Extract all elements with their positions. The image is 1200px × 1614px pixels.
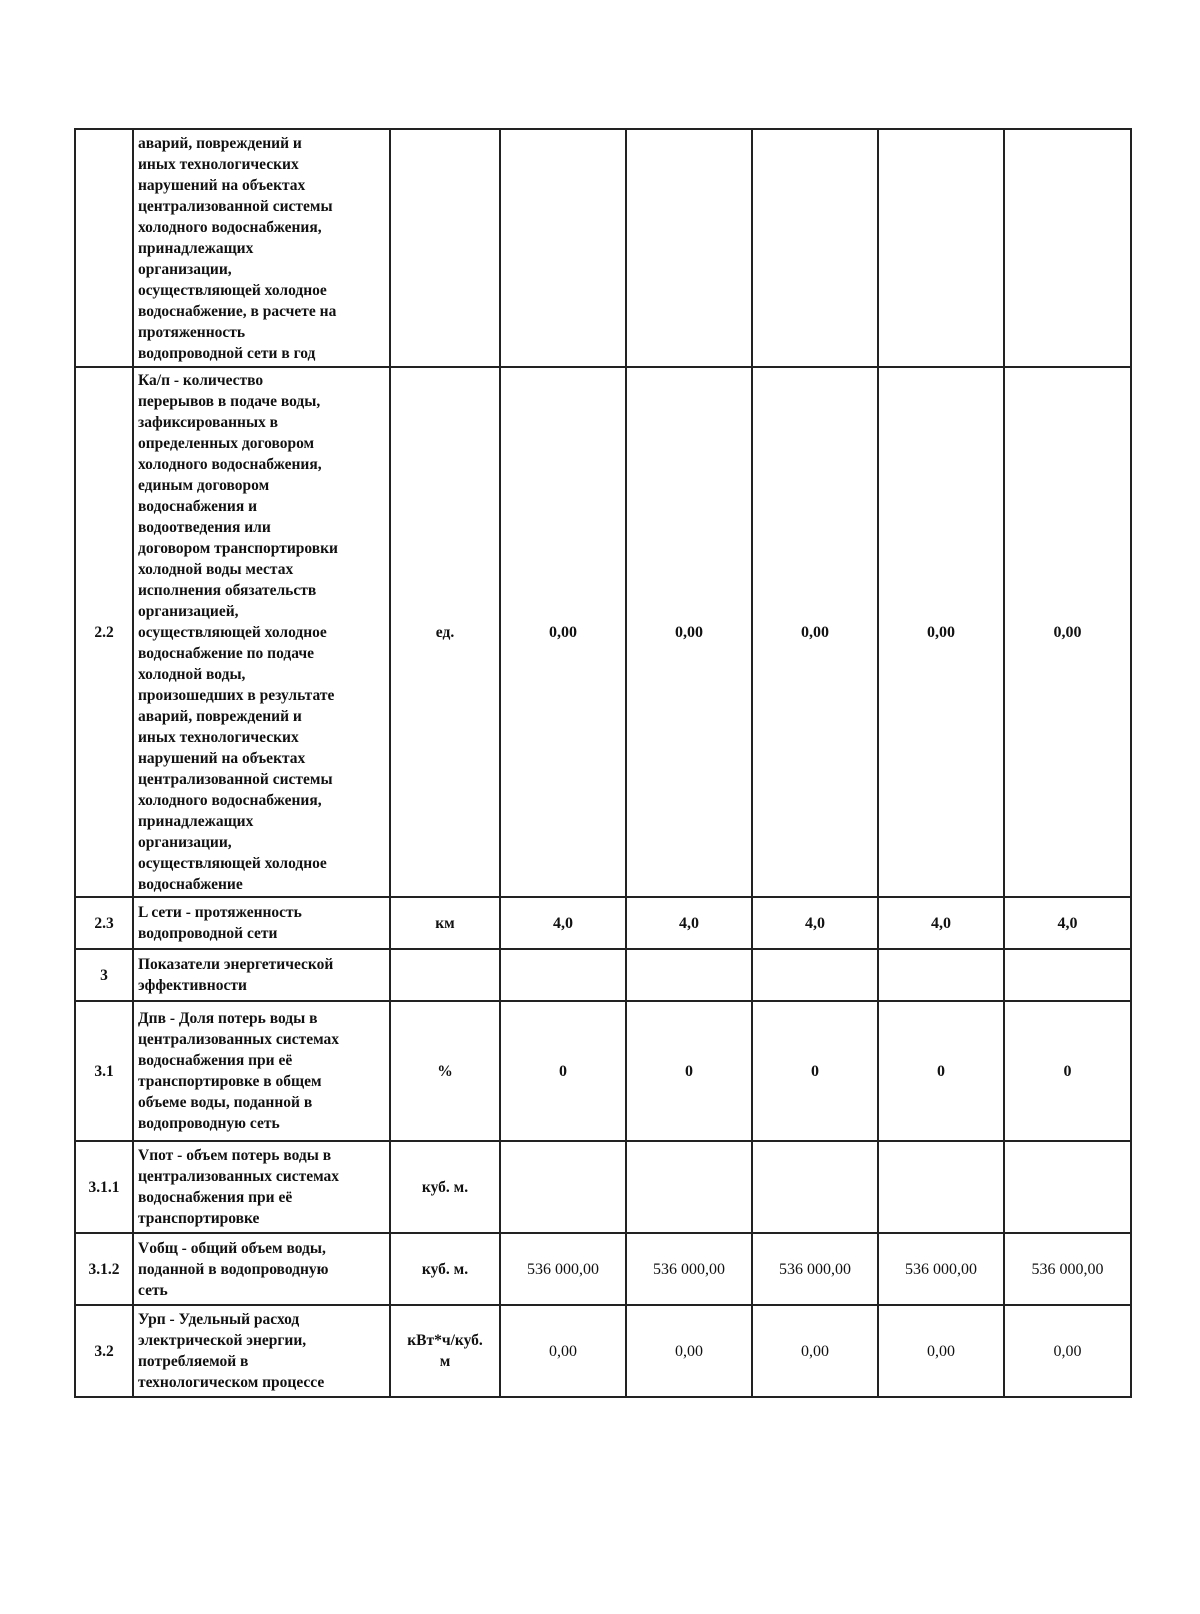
- row-value: [500, 949, 626, 1001]
- row-value: 4,0: [878, 897, 1004, 949]
- row-value: [1004, 129, 1131, 367]
- row-value: [878, 949, 1004, 1001]
- row-unit: куб. м.: [390, 1233, 500, 1305]
- table-row: [75, 1141, 1131, 1233]
- row-description: L сети - протяженность водопроводной сети: [133, 897, 390, 949]
- table-row: [75, 1001, 1131, 1141]
- table-row: [75, 367, 1131, 897]
- row-value: [500, 1141, 626, 1233]
- row-value: 0: [752, 1001, 878, 1141]
- row-value: 0,00: [500, 1305, 626, 1397]
- row-description: Vпот - объем потерь воды в централизованных системах водоснабжения при её транспортировке: [133, 1141, 390, 1233]
- table-row: [75, 949, 1131, 1001]
- row-value: 4,0: [752, 897, 878, 949]
- table-row: [75, 129, 1131, 367]
- row-value: 0,00: [878, 367, 1004, 897]
- row-description: Урп - Удельный расход электрической энергии, потребляемой в технологическом процессе: [133, 1305, 390, 1397]
- row-value: [626, 949, 752, 1001]
- row-description: Vобщ - общий объем воды, поданной в водопроводную сеть: [133, 1233, 390, 1305]
- row-number: 2.2: [75, 367, 133, 897]
- row-number: 3.1.2: [75, 1233, 133, 1305]
- row-value: [626, 129, 752, 367]
- row-value: [500, 129, 626, 367]
- row-value: 0,00: [1004, 367, 1131, 897]
- row-unit: кВт*ч/куб. м: [390, 1305, 500, 1397]
- row-value: 0,00: [752, 1305, 878, 1397]
- table-row: [75, 1305, 1131, 1397]
- row-number: 3: [75, 949, 133, 1001]
- indicators-table: [74, 128, 1132, 1398]
- table-row: [75, 1233, 1131, 1305]
- row-unit: ед.: [390, 367, 500, 897]
- row-value: 4,0: [500, 897, 626, 949]
- row-value: [626, 1141, 752, 1233]
- row-description: Показатели энергетической эффективности: [133, 949, 390, 1001]
- row-unit: [390, 949, 500, 1001]
- row-value: 536 000,00: [752, 1233, 878, 1305]
- row-number: 3.2: [75, 1305, 133, 1397]
- row-number: [75, 129, 133, 367]
- row-value: [1004, 949, 1131, 1001]
- row-value: 536 000,00: [1004, 1233, 1131, 1305]
- row-number: 2.3: [75, 897, 133, 949]
- row-value: [752, 129, 878, 367]
- row-value: 536 000,00: [878, 1233, 1004, 1305]
- row-value: 0: [626, 1001, 752, 1141]
- row-value: 536 000,00: [500, 1233, 626, 1305]
- row-value: 0,00: [878, 1305, 1004, 1397]
- row-description: Дпв - Доля потерь воды в централизованных системах водоснабжения при её транспортировке в общем объеме воды, поданной в водопроводную сеть: [133, 1001, 390, 1141]
- row-value: [1004, 1141, 1131, 1233]
- row-value: [878, 129, 1004, 367]
- row-value: [752, 1141, 878, 1233]
- row-description: Ка/п - количество перерывов в подаче воды, зафиксированных в определенных договором холодного водоснабжения, единым договором водоснабжения и водоотведения или договором транспортировки холодной воды местах исполнения обязательств организацией, осуществляющей холодное водоснабжение по подаче холодной воды, произошедших в результате аварий, повреждений и иных технологических нарушений на объектах централизованной системы холодного водоснабжения, принадлежащих организации, осуществляющей холодное водоснабжение: [133, 367, 390, 897]
- row-value: 0,00: [626, 367, 752, 897]
- row-number: 3.1.1: [75, 1141, 133, 1233]
- row-value: 0: [878, 1001, 1004, 1141]
- row-number: 3.1: [75, 1001, 133, 1141]
- row-unit: куб. м.: [390, 1141, 500, 1233]
- row-unit: [390, 129, 500, 367]
- row-value: 0,00: [500, 367, 626, 897]
- row-value: 0,00: [752, 367, 878, 897]
- row-value: [752, 949, 878, 1001]
- row-unit: %: [390, 1001, 500, 1141]
- row-value: 4,0: [626, 897, 752, 949]
- row-description: аварий, повреждений и иных технологических нарушений на объектах централизованной системы холодного водоснабжения, принадлежащих организации, осуществляющей холодное водоснабжение, в расчете на протяженность водопроводной сети в год: [133, 129, 390, 367]
- table-row: [75, 897, 1131, 949]
- row-value: [878, 1141, 1004, 1233]
- row-value: 0,00: [1004, 1305, 1131, 1397]
- row-value: 4,0: [1004, 897, 1131, 949]
- row-value: 0,00: [626, 1305, 752, 1397]
- row-value: 0: [1004, 1001, 1131, 1141]
- row-value: 0: [500, 1001, 626, 1141]
- row-unit: км: [390, 897, 500, 949]
- row-value: 536 000,00: [626, 1233, 752, 1305]
